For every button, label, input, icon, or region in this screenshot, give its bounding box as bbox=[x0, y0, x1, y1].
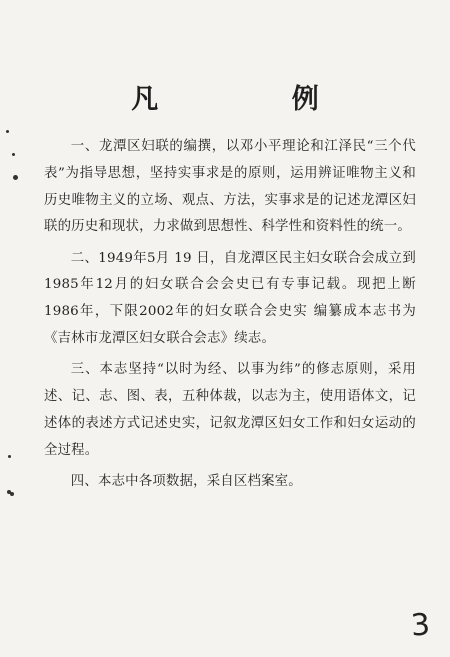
paragraph: 二、1949年5月 19 日，自龙潭区民主妇女联合会成立到1985年12月的妇女联合会会史已有专事记载。现把上断1986年，下限2002年的妇女联合会史实 编纂成本志书为《吉林市龙潭区妇女联合会志》续志。 bbox=[44, 250, 416, 347]
binding-hole-mark bbox=[8, 455, 11, 458]
binding-hole-mark bbox=[10, 492, 14, 496]
paragraph: 四、本志中各项数据，采自区档案室。 bbox=[70, 474, 302, 490]
paragraph: 一、龙潭区妇联的编撰，以邓小平理论和江泽民“三个代表”为指导思想，坚持实事求是的原则，运用辨证唯物主义和历史唯物主义的立场、观点、方法，实事求是的记述龙潭区妇联的历史和现状，力求做到思想性、科学性和资料性的统一。 bbox=[44, 139, 416, 235]
body-text bbox=[44, 134, 416, 500]
binding-hole-mark bbox=[13, 175, 18, 180]
binding-hole-mark bbox=[6, 130, 9, 133]
paragraph: 三、本志坚持“以时为经、以事为纬”的修志原则，采用述、记、志、图、表，五种体裁，以志为主，使用语体文，记述体的表述方式记述史实，记叙龙潭区妇女工作和妇女运动的全过程。 bbox=[44, 362, 416, 458]
page-number: 3 bbox=[409, 607, 432, 644]
binding-hole-mark bbox=[12, 153, 15, 156]
page-title: 凡 例 bbox=[131, 84, 381, 115]
